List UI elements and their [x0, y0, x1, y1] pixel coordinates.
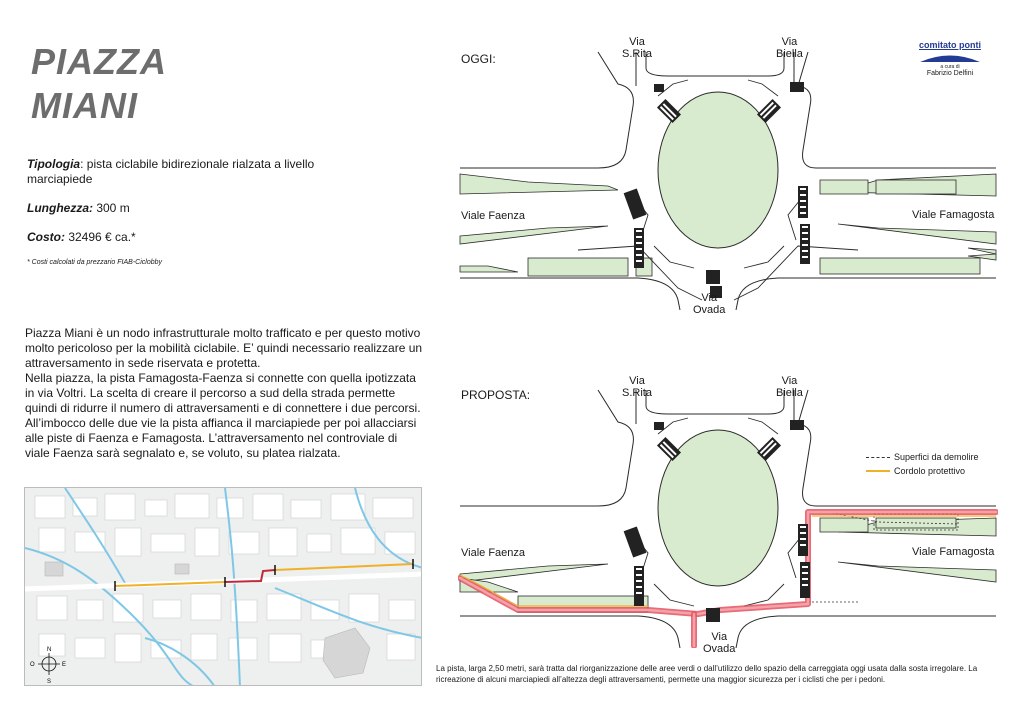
- proposta-viale-faenza-label: Viale Faenza: [461, 547, 526, 559]
- title-line-2: MIANI: [31, 85, 138, 126]
- legend-swatch-demolire: [866, 457, 890, 458]
- spec-costo-value: 32496 € ca.*: [65, 230, 136, 244]
- logo-cura: a cura di: [940, 64, 960, 70]
- compass-o: O: [30, 662, 35, 668]
- title-line-1: PIAZZA: [31, 41, 167, 82]
- oggi-label: OGGI:: [461, 52, 496, 66]
- legend-swatch-cordolo: [866, 470, 890, 472]
- compass-n: N: [47, 647, 52, 653]
- spec-lunghezza-value: 300 m: [93, 201, 130, 215]
- oggi-via-srita-label: [622, 36, 652, 60]
- spec-tipologia-value: : pista ciclabile bidirezionale rialzata a livello marciapiede: [27, 157, 315, 186]
- proposta-plan: [458, 378, 998, 648]
- spec-cost-note: * Costi calcolati da prezzario FIAB-Ciclobby: [27, 259, 162, 266]
- oggi-via-biella-label: [776, 36, 803, 60]
- proposta-via-srita-1: Via: [629, 375, 645, 387]
- plan-caption: La pista, larga 2,50 metri, sarà tratta dal riorganizzazione delle aree verdi o dall’utilizzo dello spazio della carreggiata oggi usata dalla sosta irregolare. La ricreazione di alcuni marciapiedi all’altezza degli attraversamenti, permette una maggior sicurezza per i ciclisti che per i pedoni.: [436, 664, 978, 684]
- oggi-via-ovada-label: [693, 292, 725, 316]
- proposta-via-ovada-2: Ovada: [703, 643, 736, 655]
- context-map-graphic: [25, 488, 422, 686]
- oggi-via-biella-2: Biella: [776, 48, 803, 60]
- proposta-via-biella-1: Via: [781, 375, 798, 387]
- spec-lunghezza-label: Lunghezza:: [27, 201, 93, 215]
- logo-name: comitato ponti: [919, 40, 981, 50]
- logo-author: Fabrizio Delfini: [926, 70, 974, 77]
- spec-tipologia-label: Tipologia: [27, 157, 81, 171]
- proposta-via-srita-2: S.Rita: [622, 387, 652, 399]
- oggi-plan: [458, 40, 998, 310]
- spec-costo: [27, 230, 327, 245]
- compass-s: S: [47, 679, 52, 685]
- proposta-label: PROPOSTA:: [461, 388, 531, 402]
- spec-tipologia: [27, 157, 327, 187]
- proposta-via-srita-label: [622, 375, 652, 399]
- description-text: [25, 326, 425, 461]
- proposta-viale-famagosta-label: Viale Famagosta: [912, 546, 995, 558]
- spec-lunghezza: [27, 201, 327, 216]
- proposta-via-biella-2: Biella: [776, 387, 803, 399]
- legend-label-cordolo: Cordolo protettivo: [894, 466, 966, 476]
- oggi-via-srita-1: Via: [629, 36, 645, 48]
- oggi-via-biella-1: Via: [781, 36, 798, 48]
- description-paragraph-1: Piazza Miani è un nodo infrastrutturale molto trafficato e per questo motivo molto pericoloso per la mobilità ciclabile. E’ quindi necessario realizzare un attraversamento in sede riservata e protetta.: [25, 326, 423, 370]
- oggi-viale-faenza-label: Viale Faenza: [461, 210, 526, 222]
- proposta-via-ovada-label: [703, 631, 735, 655]
- legend-item-demolire: [866, 450, 979, 464]
- page-title: [31, 40, 167, 128]
- oggi-via-ovada-2: Ovada: [693, 304, 726, 316]
- description-paragraph-2: Nella piazza, la pista Famagosta-Faenza si connette con quella ipotizzata in via Voltri. La scelta di creare il percorso a sud della strada permette quindi di ridurre il numero di attraversamenti e di connettere i due percorsi. All’imbocco delle due vie la pista affianca il marciapiede per poi allacciarsi alle piste di Faenza e Famagosta. L’attraversamento nel controviale di viale Faenza sarà segnalato e, se voluto, su platea rialzata.: [25, 371, 421, 460]
- proposta-via-biella-label: [776, 375, 803, 399]
- compass-e: E: [62, 662, 67, 668]
- oggi-viale-famagosta-label: Viale Famagosta: [912, 209, 995, 221]
- context-map: [24, 487, 422, 686]
- oggi-via-srita-2: S.Rita: [622, 48, 652, 60]
- oggi-via-ovada-1: Via: [701, 292, 718, 304]
- plan-legend: [866, 450, 979, 478]
- spec-costo-label: Costo:: [27, 230, 65, 244]
- proposta-via-ovada-1: Via: [711, 631, 728, 643]
- legend-label-demolire: Superfici da demolire: [894, 452, 979, 462]
- specs-block: [27, 157, 327, 270]
- legend-item-cordolo: [866, 464, 979, 478]
